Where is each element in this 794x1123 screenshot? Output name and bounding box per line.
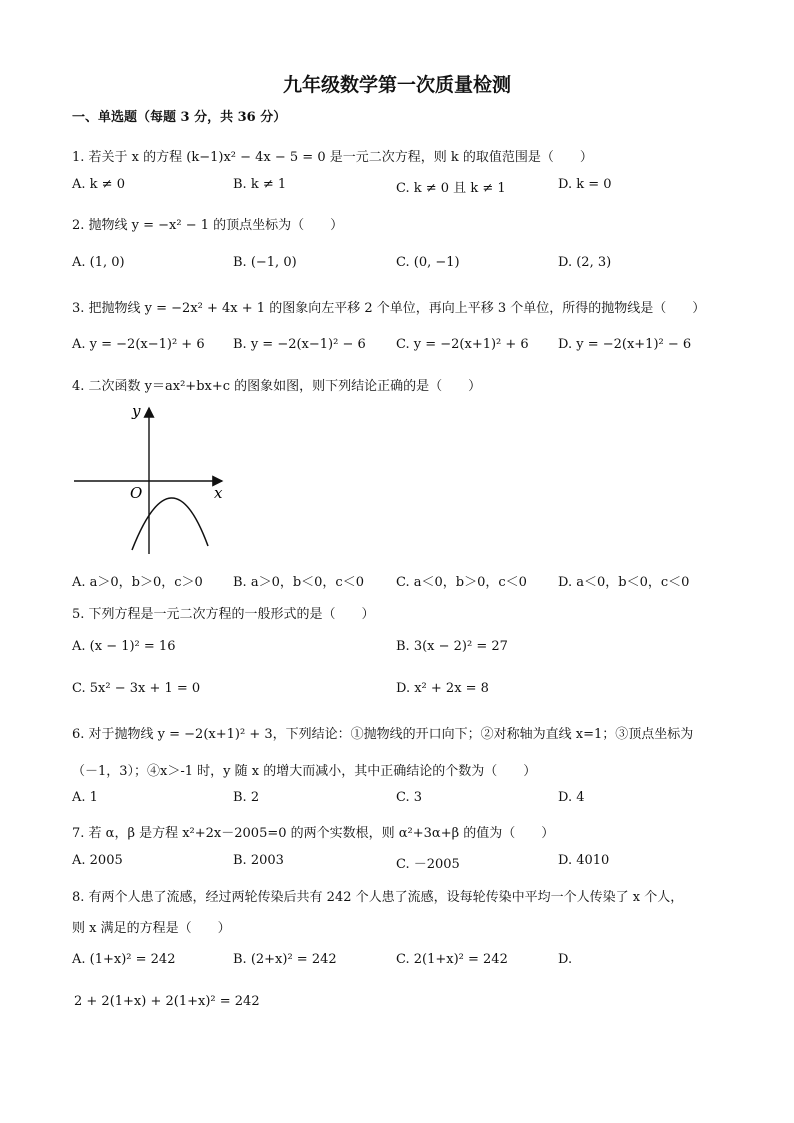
section-heading: 一、单选题（每题 3 分，共 36 分） <box>72 110 287 125</box>
question-3-stem: 3. 把抛物线 y = −2x² + 4x + 1 的图象向左平移 2 个单位，再向上平移 3 个单位，所得的抛物线是（ ） <box>72 301 706 316</box>
question-7-option-d: D. 4010 <box>558 853 610 868</box>
y-axis-label: y <box>132 402 141 420</box>
question-6-option-a: A. 1 <box>72 790 98 805</box>
question-3-option-c: C. y = −2(x+1)² + 6 <box>396 337 529 352</box>
question-8-stem-line1: 8. 有两个人患了流感，经过两轮传染后共有 242 个人患了流感，设每轮传染中平均一个人传染了 x 个人， <box>72 890 684 905</box>
question-8-stem-line2: 则 x 满足的方程是（ ） <box>72 921 231 936</box>
question-5-option-c: C. 5x² − 3x + 1 = 0 <box>72 681 201 696</box>
page-title: 九年级数学第一次质量检测 <box>282 74 511 96</box>
question-3-option-b: B. y = −2(x−1)² − 6 <box>233 337 366 352</box>
origin-label: O <box>130 484 143 502</box>
question-3-option-d: D. y = −2(x+1)² − 6 <box>558 337 692 352</box>
question-1-option-d: D. k = 0 <box>558 177 612 192</box>
question-2-option-d: D. (2, 3) <box>558 255 612 270</box>
question-3-option-a: A. y = −2(x−1)² + 6 <box>72 337 205 352</box>
question-6-stem-line1: 6. 对于抛物线 y = −2(x+1)² + 3，下列结论：①抛物线的开口向下；②对称轴为直线 x=1；③顶点坐标为 <box>72 727 694 742</box>
question-1-option-c: C. k ≠ 0 且 k ≠ 1 <box>396 181 506 196</box>
parabola-curve <box>132 498 208 550</box>
question-5-option-d: D. x² + 2x = 8 <box>396 681 489 696</box>
question-1-option-b: B. k ≠ 1 <box>233 177 287 192</box>
question-8-option-c: C. 2(1+x)² = 242 <box>396 952 508 967</box>
question-6-option-d: D. 4 <box>558 790 585 805</box>
x-axis-label: x <box>214 484 223 502</box>
question-8-option-d: D. <box>558 952 573 967</box>
question-6-option-b: B. 2 <box>233 790 260 805</box>
question-7-option-a: A. 2005 <box>72 853 123 868</box>
question-4-option-c: C. a＜0，b＞0，c＜0 <box>396 575 527 590</box>
question-7-stem: 7. 若 α，β 是方程 x²+2x－2005=0 的两个实数根，则 α²+3α+β 的值为（ ） <box>72 826 555 841</box>
question-4-option-d: D. a＜0，b＜0，c＜0 <box>558 575 690 590</box>
question-5-stem: 5. 下列方程是一元二次方程的一般形式的是（ ） <box>72 607 375 622</box>
question-4-stem: 4. 二次函数 y＝ax²+bx+c 的图象如图，则下列结论正确的是（ ） <box>72 379 482 394</box>
question-2-option-c: C. (0, −1) <box>396 255 460 270</box>
question-7-option-c: C. －2005 <box>396 857 460 872</box>
question-8-option-b: B. (2+x)² = 242 <box>233 952 337 967</box>
question-7-option-b: B. 2003 <box>233 853 284 868</box>
question-4-option-a: A. a＞0，b＞0，c＞0 <box>72 575 203 590</box>
question-6-option-c: C. 3 <box>396 790 423 805</box>
question-2-option-b: B. (−1, 0) <box>233 255 297 270</box>
question-8-option-a: A. (1+x)² = 242 <box>72 952 176 967</box>
question-5-option-b: B. 3(x − 2)² = 27 <box>396 639 508 654</box>
question-8-option-d-expression: 2 + 2(1+x) + 2(1+x)² = 242 <box>74 994 260 1009</box>
question-2-option-a: A. (1, 0) <box>72 255 125 270</box>
question-2-stem: 2. 抛物线 y = −x² − 1 的顶点坐标为（ ） <box>72 218 344 233</box>
question-4-option-b: B. a＞0，b＜0，c＜0 <box>233 575 364 590</box>
question-6-stem-line2: （－1，3）；④x＞-1 时，y 随 x 的增大而减小，其中正确结论的个数为（ ） <box>72 764 537 779</box>
question-1-stem: 1. 若关于 x 的方程 (k−1)x² − 4x − 5 = 0 是一元二次方程，则 k 的取值范围是（ ） <box>72 150 593 165</box>
question-5-option-a: A. (x − 1)² = 16 <box>72 639 176 654</box>
parabola-graph <box>70 398 230 558</box>
question-1-option-a: A. k ≠ 0 <box>72 177 125 192</box>
